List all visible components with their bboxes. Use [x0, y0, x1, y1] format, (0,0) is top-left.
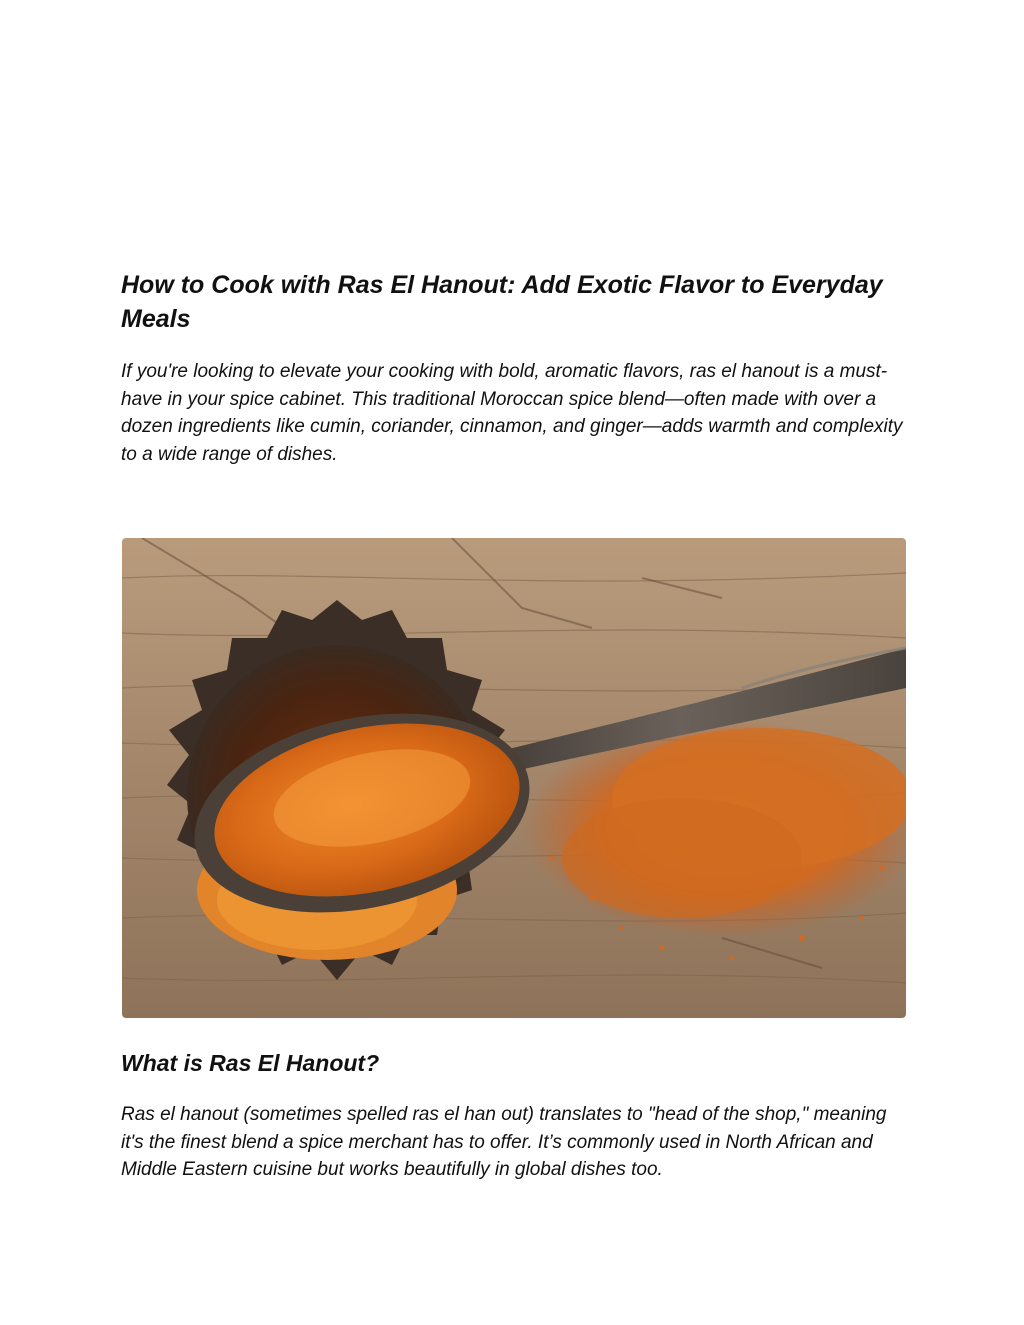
section-paragraph: Ras el hanout (sometimes spelled ras el han out) translates to "head of the shop," meaning it's the finest blend a spice merchant has to offer. It’s commonly used in North African and Middle Eastern cuisine but works beautifully in global dishes too.: [121, 1104, 887, 1180]
hero-image: [122, 538, 906, 1018]
intro-paragraph: If you're looking to elevate your cooking with bold, aromatic flavors, ras el hanout is a must-have in your spice cabinet. This traditional Moroccan spice blend—often made with over a dozen ingredients like cumin, coriander, cinnamon, and ginger—adds warmth and complexity to a wide range of dishes.: [121, 361, 903, 465]
section-heading: What is Ras El Hanout?: [121, 1050, 380, 1076]
spice-photo-icon: [122, 538, 906, 1018]
article-title: How to Cook with Ras El Hanout: Add Exotic Flavor to Everyday Meals: [121, 271, 883, 333]
